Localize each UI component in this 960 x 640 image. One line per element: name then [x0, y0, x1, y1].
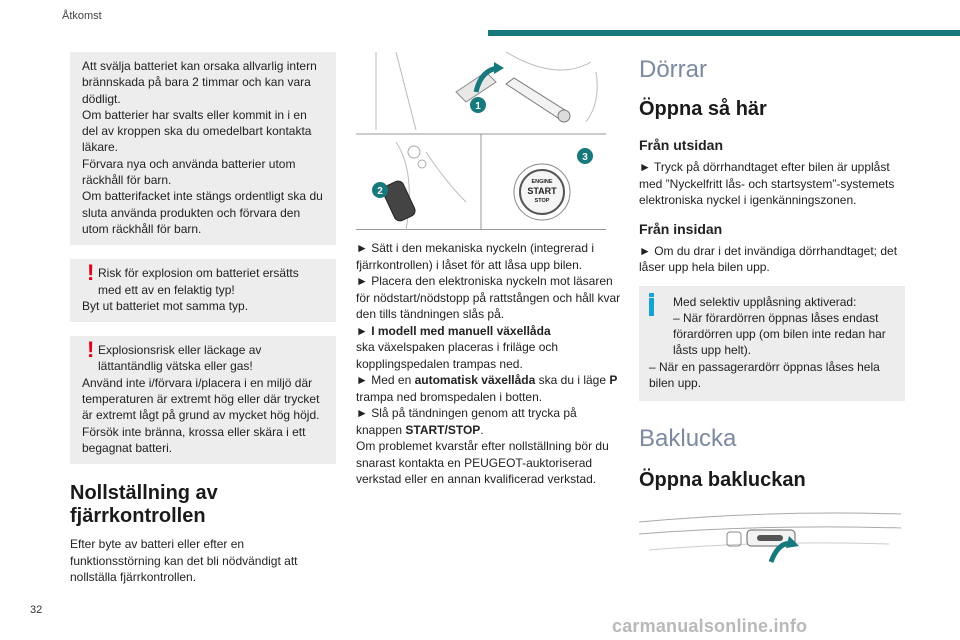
info-item-2: – När en passagerardörr öppnas låses hela bilen upp.	[649, 359, 880, 390]
callout-1: 1	[475, 101, 481, 112]
watermark: carmanualsonline.info	[612, 616, 808, 636]
info-lead: Med selektiv upplåsning aktiverad:	[673, 294, 857, 309]
step-electronic-key: ► Placera den elektroniska nyckeln mot läsaren för nödstart/nödstopp på rattstången och håll kvar den tills tändningen slås på.	[356, 274, 621, 321]
explosion-warning-text: Byt ut batteriet mot samma typ.	[82, 298, 249, 313]
ign-pre: ► Slå på tändningen genom att trycka på knappen	[356, 406, 577, 437]
reset-heading: Nollställning av fjärrkontrollen	[70, 482, 218, 528]
callout-3: 3	[582, 152, 588, 163]
reset-text: Efter byte av batteri eller efter en funktionsstörning kan det bli nödvändigt att nollställa fjärrkontrollen.	[70, 537, 298, 585]
column-left	[70, 52, 336, 586]
callout-2: 2	[377, 186, 383, 197]
engine-label: ENGINE	[531, 179, 553, 185]
battery-text-3: Förvara nya och använda batterier utom räckhåll för barn.	[82, 156, 296, 188]
page-number: 32	[30, 604, 43, 616]
open-heading: Öppna så här	[639, 98, 767, 120]
battery-text-4: Om batterifacket inte stängs ordentligt ska du sluta använda produkten och förvara den utom räckhåll för barn.	[82, 189, 323, 236]
outside-text: ► Tryck på dörrhandtaget efter bilen är upplåst med ”Nyckelfritt lås- och startsystem”-systemets elektroniska nyckel i igenkänningszonen.	[639, 160, 895, 207]
explosion-warning-lead: Risk för explosion om batteriet ersätts med ett av en felaktig typ!	[98, 266, 299, 297]
tailgate-diagram	[639, 510, 901, 582]
ignition-illustration	[356, 52, 606, 230]
step-manual-gearbox: ska växelspaken placeras i friläge och kopplingspedalen trampas ned.	[356, 340, 559, 371]
auto-end: trampa ned bromspedalen i botten.	[356, 389, 543, 404]
step-contact-workshop: Om problemet kvarstår efter nollställning bör du snarast kontakta en PEUGEOT-auktoriserad verkstad eller en annan kvalificerad verkstad.	[356, 439, 609, 486]
open-tailgate-heading: Öppna bakluckan	[639, 469, 806, 492]
tailgate-illustration	[639, 510, 901, 582]
info-item-1: – När förardörren öppnas låses endast förardörren upp (om bilen inte redan har låsts upp helt).	[673, 310, 886, 358]
info-icon-bar	[649, 298, 654, 316]
start-label: START	[527, 186, 557, 196]
ign-end: .	[480, 422, 484, 437]
warning-exclamation-icon: !	[87, 260, 95, 286]
battery-text-2: Om batterier har svalts eller kommit in i en del av kroppen ska du omedelbart kontakta läkare.	[82, 107, 312, 155]
leak-warning-text: Använd inte i/förvara i/placera i en miljö där temperaturen är extremt hög eller där trycket är extremt lågt på grund av mycket hög höjd. Försök inte bränna, krossa eller skära i ett begagnat batteri.	[82, 375, 320, 455]
step-ignition	[356, 405, 622, 438]
battery-warning-box	[70, 52, 336, 245]
step-automatic-gearbox	[356, 372, 622, 405]
auto-pre: ► Med en	[356, 373, 415, 387]
auto-post: ska du i läge	[535, 373, 610, 387]
ign-bold: START/STOP	[405, 422, 481, 437]
doors-title: Dörrar	[639, 56, 708, 83]
warning-exclamation-icon: !	[87, 337, 95, 363]
procedure-text	[356, 240, 622, 488]
auto-bold: automatisk växellåda	[414, 373, 536, 387]
outside-heading: Från utsidan	[639, 137, 724, 153]
selective-unlock-info-box	[639, 286, 905, 402]
info-icon	[649, 293, 654, 297]
inside-text: ► Om du drar i det invändiga dörrhandtaget; det låser upp hela bilen upp.	[639, 243, 898, 274]
auto-p: P	[609, 373, 618, 387]
explosion-warning-box	[70, 259, 336, 322]
inside-heading: Från insidan	[639, 220, 723, 237]
battery-text-1: Att svälja batteriet kan orsaka allvarlig intern brännskada på bara 2 timmar och kan vara dödligt.	[82, 59, 317, 106]
step-mechanical-key: ► Sätt i den mekaniska nyckeln (integrerad i fjärrkontrollen) i låset för att låsa upp bilen.	[356, 241, 594, 272]
info-item-1-first	[649, 310, 895, 359]
step-manual-gearbox-heading: ► I modell med manuell växellåda	[356, 323, 551, 338]
header-accent-bar	[488, 30, 960, 36]
leak-warning-box	[70, 336, 336, 464]
column-middle	[356, 52, 622, 488]
section-title: Åtkomst	[62, 10, 102, 22]
column-right	[639, 52, 905, 582]
stop-label: STOP	[534, 198, 550, 204]
ignition-diagram	[356, 52, 606, 230]
tailgate-title: Baklucka	[639, 425, 737, 453]
leak-warning-lead: Explosionsrisk eller läckage av lättantändlig vätska eller gas!	[98, 343, 262, 374]
